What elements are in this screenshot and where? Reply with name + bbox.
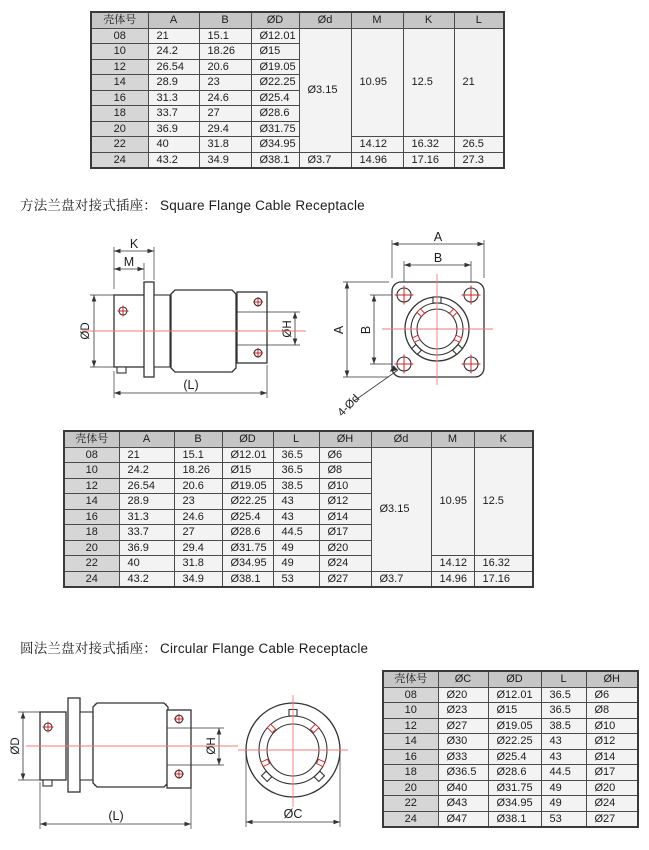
table-row <box>64 571 533 587</box>
data-cell: 26.5 <box>454 137 504 153</box>
data-cell: Ø19.05 <box>251 59 299 75</box>
table-row <box>91 137 504 153</box>
callout-mounting-holes <box>336 365 398 419</box>
row-header-cell: 18 <box>91 106 148 122</box>
dim-label-K: K <box>129 237 139 251</box>
data-cell: 23 <box>199 75 251 91</box>
data-cell: Ø31.75 <box>488 780 541 796</box>
data-cell: 14.96 <box>431 571 474 587</box>
data-cell: 36.5 <box>273 447 319 463</box>
row-header-cell: 16 <box>383 749 438 765</box>
data-cell: 43 <box>273 509 319 525</box>
table-row <box>383 796 638 812</box>
column-header: L <box>273 431 319 447</box>
square-flange-overview-table <box>90 11 505 169</box>
data-cell: Ø25.4 <box>251 90 299 106</box>
dimension-A-top <box>392 230 484 246</box>
data-cell: Ø38.1 <box>488 811 541 827</box>
data-cell: 10.95 <box>351 28 403 137</box>
data-cell: 24.6 <box>199 90 251 106</box>
data-cell: Ø34.95 <box>488 796 541 812</box>
column-header: ØD <box>251 12 299 28</box>
row-header-cell: 22 <box>64 556 119 572</box>
data-cell: 15.1 <box>174 447 222 463</box>
data-cell: 33.7 <box>148 106 199 122</box>
data-cell: Ø31.75 <box>251 121 299 137</box>
data-cell: 16.32 <box>403 137 454 153</box>
data-cell: 49 <box>273 556 319 572</box>
dim-label-B: B <box>433 251 443 265</box>
dimension-OC <box>246 807 340 824</box>
data-cell: Ø30 <box>438 734 488 750</box>
row-header-cell: 22 <box>91 137 148 153</box>
circular-flange-front-view-drawing <box>228 685 363 845</box>
data-cell: Ø28.6 <box>251 106 299 122</box>
data-cell: Ø12.01 <box>488 687 541 703</box>
data-cell: 12.5 <box>403 28 454 137</box>
data-cell: Ø23 <box>438 703 488 719</box>
data-cell: Ø15 <box>222 463 273 479</box>
data-cell: 49 <box>541 780 586 796</box>
data-cell: Ø17 <box>319 525 371 541</box>
data-cell: 14.96 <box>351 152 403 168</box>
data-cell: 43.2 <box>119 571 174 587</box>
column-header: ØC <box>438 671 488 687</box>
data-cell: 43 <box>541 749 586 765</box>
data-cell: Ø19.05 <box>222 478 273 494</box>
data-cell: Ø20 <box>438 687 488 703</box>
data-cell: 20.6 <box>199 59 251 75</box>
column-header: M <box>431 431 474 447</box>
section-title-circular-flange <box>20 637 368 657</box>
row-header-cell: 18 <box>64 525 119 541</box>
table-row <box>383 687 638 703</box>
data-cell: 24.2 <box>148 44 199 60</box>
row-header-cell: 24 <box>383 811 438 827</box>
data-cell: Ø27 <box>319 571 371 587</box>
column-header: A <box>148 12 199 28</box>
row-header-cell: 24 <box>91 152 148 168</box>
data-cell: 24.2 <box>119 463 174 479</box>
row-header-cell: 08 <box>383 687 438 703</box>
data-cell: Ø10 <box>586 718 638 734</box>
column-header: 壳体号 <box>91 12 148 28</box>
data-cell: 44.5 <box>541 765 586 781</box>
dim-label-L: (L) <box>108 809 124 823</box>
data-cell: Ø25.4 <box>488 749 541 765</box>
data-cell: 33.7 <box>119 525 174 541</box>
row-header-cell: 20 <box>64 540 119 556</box>
row-header-cell: 18 <box>383 765 438 781</box>
column-header: ØH <box>319 431 371 447</box>
data-cell: Ø34.95 <box>251 137 299 153</box>
data-cell: Ø36.5 <box>438 765 488 781</box>
data-cell: 49 <box>273 540 319 556</box>
column-header: K <box>403 12 454 28</box>
data-cell: Ø19.05 <box>488 718 541 734</box>
section-title-zh: 圆法兰盘对接式插座： <box>20 641 157 656</box>
data-cell: 43 <box>541 734 586 750</box>
data-cell: Ø34.95 <box>222 556 273 572</box>
data-cell: 31.8 <box>174 556 222 572</box>
data-cell: Ø8 <box>586 703 638 719</box>
data-cell: 21 <box>119 447 174 463</box>
dim-label-B: B <box>359 325 373 335</box>
square-flange-dimension-table <box>63 430 534 588</box>
data-cell: Ø47 <box>438 811 488 827</box>
data-cell: Ø28.6 <box>222 525 273 541</box>
column-header: Ød <box>371 431 431 447</box>
table-row <box>91 28 504 44</box>
data-cell: Ø24 <box>586 796 638 812</box>
column-header: 壳体号 <box>64 431 119 447</box>
data-cell: 36.9 <box>119 540 174 556</box>
dimension-L <box>114 378 267 395</box>
dimension-OH <box>206 728 221 765</box>
column-header: ØD <box>222 431 273 447</box>
data-cell: Ø40 <box>438 780 488 796</box>
data-cell: 31.3 <box>119 509 174 525</box>
data-cell: 10.95 <box>431 447 474 556</box>
data-cell: Ø22.25 <box>251 75 299 91</box>
connector-body <box>114 282 267 377</box>
data-cell: Ø14 <box>586 749 638 765</box>
circular-flange-side-view-drawing <box>10 688 245 843</box>
data-cell: Ø33 <box>438 749 488 765</box>
circular-flange-dimension-table <box>382 670 639 828</box>
column-header: L <box>454 12 504 28</box>
row-header-cell: 20 <box>91 121 148 137</box>
row-header-cell: 16 <box>91 90 148 106</box>
data-cell: Ø12.01 <box>251 28 299 44</box>
data-cell: 12.5 <box>474 447 533 556</box>
data-cell: Ø6 <box>586 687 638 703</box>
data-cell: 23 <box>174 494 222 510</box>
dimension-K <box>114 237 154 253</box>
data-cell: Ø12 <box>586 734 638 750</box>
row-header-cell: 14 <box>64 494 119 510</box>
data-cell: 49 <box>541 796 586 812</box>
data-cell: 29.4 <box>174 540 222 556</box>
header-row <box>64 431 533 447</box>
data-cell: 20.6 <box>174 478 222 494</box>
column-header: 壳体号 <box>383 671 438 687</box>
data-cell: Ø15 <box>488 703 541 719</box>
dim-label-A: A <box>332 325 346 335</box>
data-cell: 29.4 <box>199 121 251 137</box>
data-cell: 16.32 <box>474 556 533 572</box>
data-cell: 14.12 <box>351 137 403 153</box>
row-header-cell: 08 <box>64 447 119 463</box>
table-row <box>383 811 638 827</box>
data-cell: Ø12 <box>319 494 371 510</box>
row-header-cell: 10 <box>383 703 438 719</box>
data-cell: 53 <box>273 571 319 587</box>
row-header-cell: 12 <box>383 718 438 734</box>
header-row <box>383 671 638 687</box>
data-cell: 21 <box>148 28 199 44</box>
data-cell: 36.9 <box>148 121 199 137</box>
dimension-B-top <box>404 251 471 267</box>
data-cell: Ø38.1 <box>251 152 299 168</box>
data-cell: 40 <box>119 556 174 572</box>
column-header: ØH <box>586 671 638 687</box>
dimension-M <box>114 255 144 271</box>
header-row <box>91 12 504 28</box>
data-cell: Ø3.7 <box>299 152 351 168</box>
dimension-OD <box>10 712 25 780</box>
table-row <box>383 703 638 719</box>
column-header: Ød <box>299 12 351 28</box>
data-cell: Ø3.7 <box>371 571 431 587</box>
data-cell: 36.5 <box>273 463 319 479</box>
data-cell: 28.9 <box>148 75 199 91</box>
data-cell: Ø27 <box>438 718 488 734</box>
dim-label-A: A <box>433 230 443 244</box>
data-cell: Ø25.4 <box>222 509 273 525</box>
data-cell: Ø14 <box>319 509 371 525</box>
data-cell: 38.5 <box>273 478 319 494</box>
dim-label-M: M <box>123 255 135 269</box>
data-cell: 36.5 <box>541 703 586 719</box>
data-cell: Ø6 <box>319 447 371 463</box>
square-flange-side-view-drawing <box>60 235 310 410</box>
table-row <box>64 447 533 463</box>
table-row <box>91 152 504 168</box>
data-cell: 34.9 <box>174 571 222 587</box>
row-header-cell: 10 <box>64 463 119 479</box>
data-cell: Ø38.1 <box>222 571 273 587</box>
data-cell: 15.1 <box>199 28 251 44</box>
dim-label-L: (L) <box>183 378 199 392</box>
table-row <box>383 734 638 750</box>
dimension-OH <box>282 312 297 345</box>
data-cell: 31.8 <box>199 137 251 153</box>
data-cell: 17.16 <box>403 152 454 168</box>
row-header-cell: 14 <box>91 75 148 91</box>
dim-label-OH: ØH <box>206 737 218 755</box>
row-header-cell: 22 <box>383 796 438 812</box>
data-cell: 18.26 <box>199 44 251 60</box>
data-cell: Ø28.6 <box>488 765 541 781</box>
row-header-cell: 10 <box>91 44 148 60</box>
data-cell: 27 <box>174 525 222 541</box>
data-cell: 31.3 <box>148 90 199 106</box>
dim-label-4d: 4-Ød <box>335 392 363 420</box>
data-cell: 44.5 <box>273 525 319 541</box>
dim-label-OD: ØD <box>80 322 92 340</box>
column-header: B <box>199 12 251 28</box>
data-cell: 27 <box>199 106 251 122</box>
section-title-zh: 方法兰盘对接式插座： <box>20 198 157 213</box>
dimension-A-left <box>332 282 349 377</box>
data-cell: 14.12 <box>431 556 474 572</box>
data-cell: Ø20 <box>586 780 638 796</box>
data-cell: Ø31.75 <box>222 540 273 556</box>
row-header-cell: 14 <box>383 734 438 750</box>
section-title-square-flange <box>20 194 365 214</box>
data-cell: 38.5 <box>541 718 586 734</box>
data-cell: Ø10 <box>319 478 371 494</box>
data-cell: Ø17 <box>586 765 638 781</box>
square-flange-front-view-drawing <box>330 228 515 423</box>
data-cell: 43.2 <box>148 152 199 168</box>
data-cell: 18.26 <box>174 463 222 479</box>
data-cell: 26.54 <box>119 478 174 494</box>
column-header: ØD <box>488 671 541 687</box>
data-cell: Ø22.25 <box>488 734 541 750</box>
column-header: K <box>474 431 533 447</box>
data-cell: Ø3.15 <box>299 28 351 152</box>
data-cell: 24.6 <box>174 509 222 525</box>
row-header-cell: 12 <box>91 59 148 75</box>
column-header: A <box>119 431 174 447</box>
row-header-cell: 24 <box>64 571 119 587</box>
data-cell: Ø3.15 <box>371 447 431 571</box>
data-cell: 21 <box>454 28 504 137</box>
column-header: L <box>541 671 586 687</box>
data-cell: 43 <box>273 494 319 510</box>
data-cell: 53 <box>541 811 586 827</box>
data-cell: Ø8 <box>319 463 371 479</box>
data-cell: 26.54 <box>148 59 199 75</box>
data-cell: Ø15 <box>251 44 299 60</box>
data-cell: 36.5 <box>541 687 586 703</box>
table-row <box>64 556 533 572</box>
data-cell: 17.16 <box>474 571 533 587</box>
dim-label-OC: ØC <box>283 807 303 821</box>
section-title-en: Square Flange Cable Receptacle <box>160 198 365 213</box>
data-cell: 40 <box>148 137 199 153</box>
dim-label-OH: ØH <box>282 320 294 338</box>
row-header-cell: 16 <box>64 509 119 525</box>
data-cell: 27.3 <box>454 152 504 168</box>
data-cell: 28.9 <box>119 494 174 510</box>
column-header: M <box>351 12 403 28</box>
data-cell: Ø43 <box>438 796 488 812</box>
column-header: B <box>174 431 222 447</box>
dim-label-OD: ØD <box>10 737 22 755</box>
data-cell: Ø24 <box>319 556 371 572</box>
data-cell: Ø22.25 <box>222 494 273 510</box>
connector-body <box>40 698 191 792</box>
dimension-B-left <box>359 295 376 364</box>
table-row <box>383 749 638 765</box>
table-row <box>383 718 638 734</box>
row-header-cell: 12 <box>64 478 119 494</box>
data-cell: 34.9 <box>199 152 251 168</box>
section-title-en: Circular Flange Cable Receptacle <box>160 641 369 656</box>
dimension-L <box>40 809 191 826</box>
row-header-cell: 08 <box>91 28 148 44</box>
row-header-cell: 20 <box>383 780 438 796</box>
data-cell: Ø12.01 <box>222 447 273 463</box>
data-cell: Ø27 <box>586 811 638 827</box>
table-row <box>383 780 638 796</box>
table-row <box>383 765 638 781</box>
data-cell: Ø20 <box>319 540 371 556</box>
